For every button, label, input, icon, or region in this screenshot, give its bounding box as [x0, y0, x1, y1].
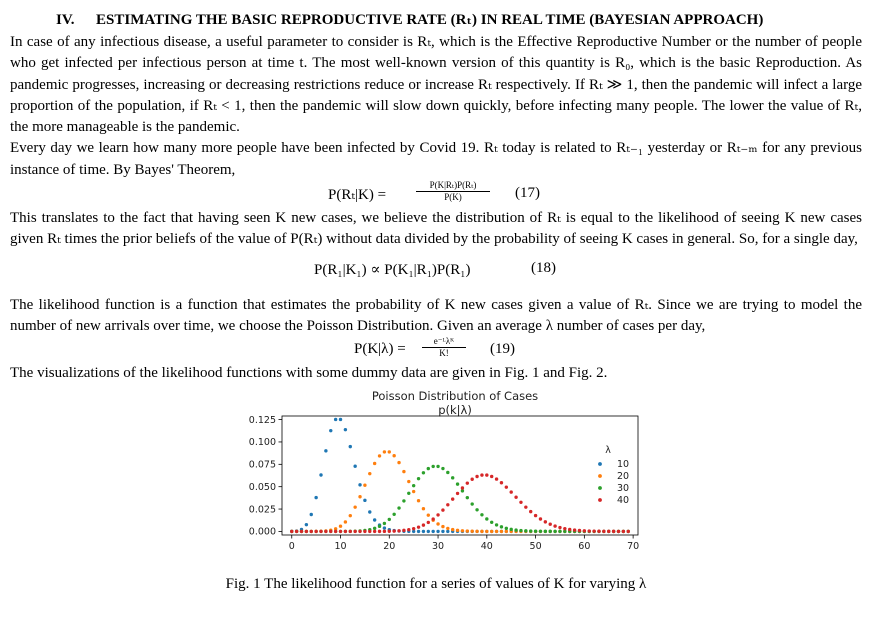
data-point — [368, 529, 371, 532]
equation-19 — [10, 337, 862, 363]
legend-marker — [598, 474, 602, 478]
data-point — [524, 505, 527, 508]
data-point — [373, 526, 376, 529]
x-tick-label: 0 — [288, 540, 295, 552]
x-tick-label: 70 — [627, 540, 640, 552]
data-point — [563, 527, 566, 530]
y-tick-label: 0.025 — [248, 503, 276, 515]
data-point — [422, 523, 425, 526]
data-point — [329, 529, 332, 532]
y-tick-label: 0.125 — [248, 414, 276, 426]
data-point — [290, 529, 293, 532]
plot-frame — [282, 416, 638, 535]
figure-1 — [10, 387, 862, 572]
data-point — [310, 512, 313, 515]
data-point — [495, 529, 498, 532]
legend — [598, 445, 629, 506]
data-point — [412, 484, 415, 487]
x-tick-label: 30 — [432, 540, 445, 552]
y-tick-label: 0.100 — [248, 436, 276, 448]
data-point — [324, 449, 327, 452]
data-point — [505, 526, 508, 529]
equation-17-lhs: P(Rₜ|K) = — [328, 187, 387, 204]
data-point — [397, 460, 400, 463]
data-point — [470, 502, 473, 505]
data-point — [314, 529, 317, 532]
data-point — [480, 513, 483, 516]
data-point — [358, 495, 361, 498]
data-point — [378, 524, 381, 527]
data-point — [417, 477, 420, 480]
data-point — [568, 527, 571, 530]
data-point — [529, 509, 532, 512]
data-point — [475, 474, 478, 477]
data-point — [431, 464, 434, 467]
x-tick-label: 20 — [383, 540, 396, 552]
data-point — [627, 529, 630, 532]
equation-17-numerator: P(K|Rₜ)P(Rₜ) — [429, 180, 477, 191]
data-point — [475, 508, 478, 511]
data-point — [344, 520, 347, 523]
data-point — [383, 450, 386, 453]
data-point — [539, 529, 542, 532]
data-point — [402, 499, 405, 502]
data-point — [300, 529, 303, 532]
paragraph-visualizations — [10, 363, 862, 384]
data-point — [344, 428, 347, 431]
equation-18-number: (18) — [531, 259, 556, 276]
data-point — [402, 469, 405, 472]
data-point — [319, 529, 322, 532]
equation-18 — [10, 251, 862, 295]
data-point — [553, 529, 556, 532]
data-point — [383, 526, 386, 529]
plot-area — [282, 416, 638, 535]
equation-17-fraction — [416, 180, 490, 203]
data-point — [466, 481, 469, 484]
data-point — [319, 473, 322, 476]
data-point — [392, 454, 395, 457]
data-point — [441, 466, 444, 469]
data-point — [480, 473, 483, 476]
data-point — [441, 529, 444, 532]
data-point — [344, 529, 347, 532]
data-point — [427, 513, 430, 516]
data-point — [349, 444, 352, 447]
x-tick-label: 50 — [529, 540, 542, 552]
data-point — [553, 524, 556, 527]
data-point — [353, 464, 356, 467]
equation-17-number: (17) — [515, 185, 540, 202]
data-point — [607, 529, 610, 532]
data-point — [314, 495, 317, 498]
data-point — [500, 481, 503, 484]
equation-17-denominator: P(K) — [444, 192, 462, 203]
data-point — [495, 523, 498, 526]
paragraph-visualizations-text: The visualizations of the likelihood functions with some dummy data are given in Fig. 1 and Fig. 2. — [10, 365, 608, 382]
data-point — [417, 525, 420, 528]
data-point — [529, 529, 532, 532]
equation-19-numerator: e⁻ᴸλᴷ — [433, 336, 455, 347]
data-point — [378, 454, 381, 457]
data-point — [388, 529, 391, 532]
data-point — [427, 520, 430, 523]
data-point — [422, 507, 425, 510]
data-point — [490, 474, 493, 477]
data-point — [305, 529, 308, 532]
y-tick-label: 0.000 — [248, 526, 276, 538]
data-point — [353, 529, 356, 532]
data-point — [480, 529, 483, 532]
data-point — [544, 529, 547, 532]
data-point — [388, 450, 391, 453]
equation-19-fraction — [422, 336, 466, 359]
data-point — [392, 529, 395, 532]
equation-18-formula: P(R₁|K₁) ∝ P(K₁|R₁)P(R₁) — [314, 261, 471, 278]
data-point — [446, 526, 449, 529]
data-point — [373, 529, 376, 532]
data-point — [451, 497, 454, 500]
data-point — [451, 527, 454, 530]
data-point — [456, 491, 459, 494]
data-point — [617, 529, 620, 532]
data-point — [334, 529, 337, 532]
series-lambda-30 — [290, 464, 630, 532]
data-point — [397, 529, 400, 532]
data-point — [602, 529, 605, 532]
data-point — [466, 529, 469, 532]
data-point — [441, 524, 444, 527]
data-point — [549, 522, 552, 525]
chart-subtitle: p(k|λ) — [438, 402, 472, 417]
data-point — [583, 529, 586, 532]
equation-19-number: (19) — [490, 341, 515, 358]
data-point — [500, 525, 503, 528]
legend-label: 10 — [617, 458, 630, 470]
data-point — [324, 529, 327, 532]
data-point — [622, 529, 625, 532]
legend-label: 40 — [617, 494, 630, 506]
equation-19-lhs: P(K|λ) = — [354, 341, 406, 358]
data-point — [451, 476, 454, 479]
document-page — [10, 10, 862, 594]
data-point — [539, 517, 542, 520]
equation-17 — [10, 181, 862, 208]
data-point — [456, 482, 459, 485]
data-point — [373, 518, 376, 521]
paragraph-likelihood: The likelihood function is a function that estimates the probability of K new cases given a value of Rₜ. Since we are trying to model the number of new arrivals over time, we choose the Poisson Distribution. Given an average λ number of cases per day, — [10, 296, 862, 334]
data-point — [558, 529, 561, 532]
data-point — [373, 461, 376, 464]
data-point — [339, 417, 342, 420]
data-point — [417, 529, 420, 532]
data-point — [578, 528, 581, 531]
data-point — [417, 499, 420, 502]
data-point — [295, 529, 298, 532]
data-point — [436, 464, 439, 467]
data-point — [558, 525, 561, 528]
figure-caption: Fig. 1 The likelihood function for a series of values of K for varying λ — [225, 575, 647, 592]
poisson-chart — [10, 387, 862, 572]
data-point — [505, 529, 508, 532]
data-point — [427, 529, 430, 532]
x-tick-label: 40 — [480, 540, 493, 552]
data-point — [378, 529, 381, 532]
data-point — [573, 528, 576, 531]
data-point — [368, 472, 371, 475]
data-point — [388, 517, 391, 520]
data-point — [412, 489, 415, 492]
data-point — [524, 529, 527, 532]
data-point — [441, 508, 444, 511]
data-point — [363, 498, 366, 501]
series-lambda-20 — [290, 450, 630, 533]
data-point — [412, 527, 415, 530]
data-point — [427, 466, 430, 469]
data-point — [431, 529, 434, 532]
data-point — [407, 528, 410, 531]
data-point — [436, 513, 439, 516]
series-lambda-10 — [290, 417, 630, 532]
data-point — [358, 529, 361, 532]
data-point — [495, 477, 498, 480]
data-point — [349, 514, 352, 517]
data-point — [349, 529, 352, 532]
data-point — [549, 529, 552, 532]
data-point — [392, 512, 395, 515]
data-point — [485, 517, 488, 520]
legend-label: 30 — [617, 482, 630, 494]
data-point — [612, 529, 615, 532]
data-point — [461, 529, 464, 532]
data-point — [329, 429, 332, 432]
legend-title: λ — [605, 444, 611, 456]
x-tick-label: 60 — [578, 540, 591, 552]
data-point — [402, 528, 405, 531]
data-point — [544, 520, 547, 523]
data-point — [588, 529, 591, 532]
data-point — [310, 529, 313, 532]
data-point — [446, 470, 449, 473]
section-number: IV. — [56, 12, 75, 28]
data-point — [514, 495, 517, 498]
data-point — [339, 524, 342, 527]
data-point — [353, 505, 356, 508]
chart-title: Poisson Distribution of Cases — [371, 388, 539, 403]
legend-label: 20 — [617, 470, 630, 482]
data-point — [339, 529, 342, 532]
x-tick-label: 10 — [334, 540, 347, 552]
legend-marker — [598, 498, 602, 502]
data-point — [383, 521, 386, 524]
legend-marker — [598, 462, 602, 466]
data-point — [368, 510, 371, 513]
data-point — [397, 506, 400, 509]
data-point — [436, 522, 439, 525]
data-point — [592, 529, 595, 532]
data-point — [436, 529, 439, 532]
y-tick-label: 0.075 — [248, 459, 276, 471]
section-title: ESTIMATING THE BASIC REPRODUCTIVE RATE (Rₜ) IN REAL TIME (BAYESIAN APPROACH) — [96, 12, 764, 28]
data-point — [519, 500, 522, 503]
data-point — [470, 477, 473, 480]
data-point — [446, 529, 449, 532]
data-point — [456, 528, 459, 531]
data-point — [422, 529, 425, 532]
data-point — [334, 417, 337, 420]
paragraph-bayes: Every day we learn how many more people have been infected by Covid 19. Rₜ today is related to Rₜ₋₁ yesterday or Rₜ₋ₘ for any previous instance of time. By Bayes' Theorem, — [10, 140, 862, 178]
paragraph-intro: In case of any infectious disease, a useful parameter to consider is Rₜ, which is the Effective Reproductive Number or the number of people who get infected per infectious person at time t. The most well-known version of this quantity is R₀, which is the basic Reproduction. As pandemic progresses, increasing or decreasing restrictions reduce or increase Rₜ respectively. If Rₜ ≫ 1, then the pandemic will infect a large proportion of the population, if Rₜ < 1, then the pandemic will slow down quickly, before infecting many people. The lower the value of Rₜ, the more manageable is the pandemic. — [10, 34, 862, 136]
data-point — [431, 517, 434, 520]
data-point — [485, 473, 488, 476]
data-point — [363, 483, 366, 486]
data-point — [461, 489, 464, 492]
data-point — [475, 529, 478, 532]
series-lambda-40 — [290, 470, 630, 533]
equation-19-denominator: K! — [439, 348, 449, 359]
y-tick-label: 0.050 — [248, 481, 276, 493]
data-point — [505, 485, 508, 488]
data-point — [305, 523, 308, 526]
data-point — [519, 528, 522, 531]
data-point — [466, 496, 469, 499]
data-point — [534, 529, 537, 532]
data-point — [407, 479, 410, 482]
data-point — [490, 520, 493, 523]
legend-marker — [598, 486, 602, 490]
data-point — [510, 490, 513, 493]
data-point — [485, 529, 488, 532]
data-point — [422, 471, 425, 474]
data-point — [534, 513, 537, 516]
data-point — [358, 483, 361, 486]
data-point — [461, 486, 464, 489]
data-point — [446, 503, 449, 506]
data-point — [597, 529, 600, 532]
data-point — [383, 529, 386, 532]
data-point — [363, 529, 366, 532]
data-point — [514, 528, 517, 531]
data-point — [470, 529, 473, 532]
data-point — [510, 527, 513, 530]
data-point — [407, 491, 410, 494]
section-heading — [10, 10, 862, 30]
data-point — [500, 529, 503, 532]
paragraph-translation: This translates to the fact that having seen K new cases, we believe the distribution of Rₜ is equal to the likelihood of seeing K new cases given Rₜ times the prior beliefs of the value of P(Rₜ) without data divided by the probability of seeing K cases in general. So, for a single day, — [10, 210, 862, 248]
data-point — [490, 529, 493, 532]
